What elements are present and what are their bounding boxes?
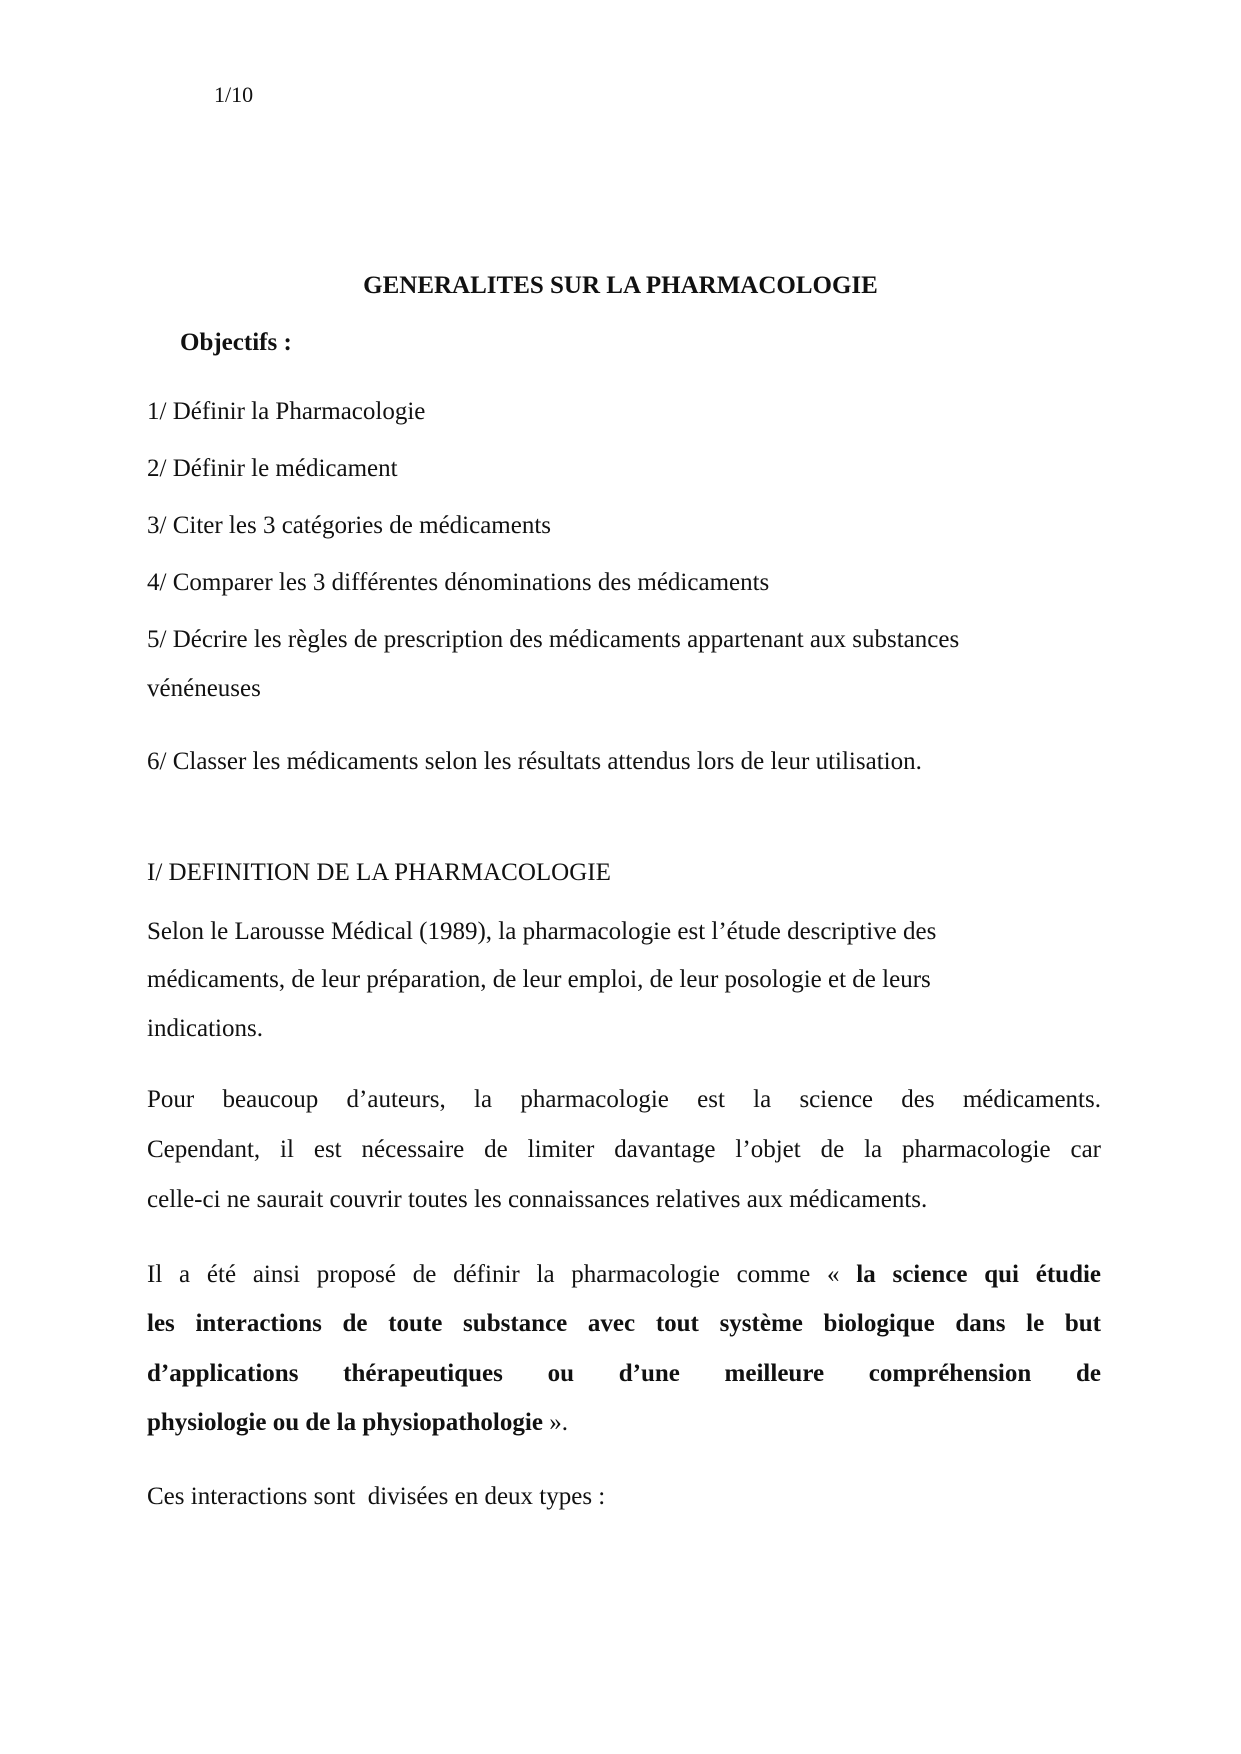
section-heading: I/ DEFINITION DE LA PHARMACOLOGIE	[147, 859, 611, 886]
page-title: GENERALITES SUR LA PHARMACOLOGIE	[363, 272, 878, 299]
paragraph-line: médicaments, de leur préparation, de leur emploi, de leur posologie et de leurs	[147, 966, 931, 993]
paragraph-line: Cependant, il est nécessaire de limiter davantage l’objet de la pharmacologie car	[147, 1136, 1101, 1163]
text-bold: la science qui étudie	[856, 1261, 1102, 1288]
paragraph-line: les interactions de toute substance avec tout système biologique dans le but	[147, 1310, 1101, 1337]
text-bold: physiologie ou de la physiopathologie	[147, 1409, 543, 1436]
objective-item: 4/ Comparer les 3 différentes dénominations des médicaments	[147, 569, 770, 596]
paragraph-line: celle-ci ne saurait couvrir toutes les connaissances relatives aux médicaments.	[147, 1186, 928, 1213]
objective-item: 6/ Classer les médicaments selon les résultats attendus lors de leur utilisation.	[147, 748, 922, 775]
paragraph-line: Ces interactions sont divisées en deux types :	[147, 1483, 606, 1510]
objective-item: vénéneuses	[147, 675, 261, 702]
objective-item: 2/ Définir le médicament	[147, 455, 398, 482]
objective-item: 1/ Définir la Pharmacologie	[147, 398, 426, 425]
text-normal: ».	[542, 1409, 568, 1436]
objectives-label: Objectifs :	[180, 329, 292, 356]
paragraph-line: Selon le Larousse Médical (1989), la pharmacologie est l’étude descriptive des	[147, 918, 937, 945]
paragraph-line: indications.	[147, 1015, 263, 1042]
paragraph-line	[147, 1408, 568, 1438]
paragraph-line: d’applications thérapeutiques ou d’une meilleure compréhension de	[147, 1360, 1101, 1387]
objective-item: 3/ Citer les 3 catégories de médicaments	[147, 512, 552, 539]
paragraph-line	[147, 1260, 1101, 1290]
page-number: 1/10	[214, 82, 254, 107]
paragraph-line: Pour beaucoup d’auteurs, la pharmacologie est la science des médicaments.	[147, 1086, 1101, 1113]
objective-item: 5/ Décrire les règles de prescription des médicaments appartenant aux substances	[147, 626, 960, 653]
text-normal: Il a été ainsi proposé de définir la pharmacologie comme «	[147, 1261, 857, 1288]
